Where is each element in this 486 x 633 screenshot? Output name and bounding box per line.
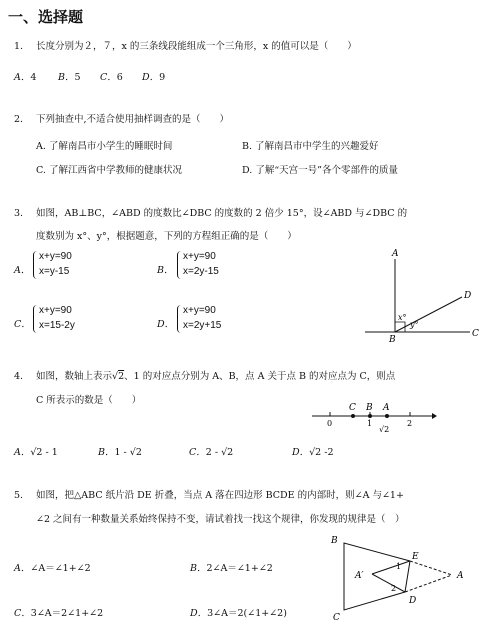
q3-number: 3. [14, 208, 24, 219]
q1-option-b[interactable]: B．5 [58, 72, 81, 83]
q1-option-a[interactable]: A．4 [14, 72, 37, 83]
sqrt-icon: √ [112, 371, 119, 382]
q4-number: 4. [14, 371, 24, 382]
q2-option-d[interactable]: D. 了解“天宫一号”各个零部件的质量 [242, 165, 399, 176]
fig4-tick-label-2: 2 [407, 419, 413, 428]
fig3-label-a: A [392, 249, 399, 259]
q2-option-c[interactable]: C. 了解江西省中学教师的健康状况 [36, 165, 182, 176]
segment-da2 [372, 574, 405, 592]
fig5-label-d: D [409, 596, 417, 606]
fig4-label-c: C [349, 403, 356, 413]
dashed-ea [410, 561, 452, 575]
q4-line1: 如图，数轴上表示√2、1 的对应点分别为 A、B，点 A 关于点 B 的对应点为 C，则点 [36, 371, 396, 382]
fig5-label-b: B [331, 536, 338, 546]
q2-text: 下列抽查中,不适合使用抽样调查的是（ ） [36, 114, 230, 125]
q3-option-a-system[interactable]: x+y=90 x=y-15 [33, 251, 93, 281]
q5-option-a[interactable]: A．∠A＝∠1+∠2 [14, 563, 91, 574]
q3-line2: 度数别为 x°、y°，根据题意，下列的方程组正确的是（ ） [36, 231, 297, 242]
q3-option-d-label[interactable]: D． [157, 319, 175, 330]
q1-option-d[interactable]: D．9 [142, 72, 166, 83]
q1-number: 1. [14, 41, 24, 52]
fig5-angle-2: 2 [391, 584, 397, 593]
q3-option-a-label[interactable]: A． [14, 265, 31, 276]
q2-option-a[interactable]: A. 了解南昌市小学生的睡眠时间 [36, 141, 173, 152]
fold-line-de [405, 561, 410, 592]
fig4-tick-label-1: 1 [367, 419, 373, 428]
q5-number: 5. [14, 490, 24, 501]
q1-text: 长度分别为２，７，x 的三条线段能组成一个三角形，x 的值可以是（ ） [36, 41, 357, 52]
fig5-angle-1: 1 [396, 562, 402, 571]
q3-line1: 如图，AB⊥BC，∠ABD 的度数比∠DBC 的度数的 2 倍少 15°，设∠ABD 与∠DBC 的 [36, 208, 408, 219]
q5-line2: ∠2 之间有一种数量关系始终保持不变，请试着找一找这个规律，你发现的规律是（ ） [36, 514, 405, 525]
q4-option-a[interactable]: A．√2 - 1 [14, 447, 58, 458]
fig3-label-d: D [464, 291, 472, 301]
fig4-label-a: A [383, 403, 390, 413]
fig3-label-x: x° [398, 313, 407, 322]
q3-option-c-label[interactable]: C． [14, 319, 31, 330]
q5-option-d[interactable]: D．3∠A＝2(∠1+∠2) [190, 608, 287, 619]
fig5-label-a: A [457, 571, 464, 581]
fig4-sqrt2-label: √2 [379, 425, 390, 434]
q3-option-c-system[interactable]: x+y=90 x=15-2y [33, 305, 103, 335]
fig4-tick-label-0: 0 [327, 419, 333, 428]
fig3-label-c: C [472, 329, 479, 339]
q2-option-b[interactable]: B. 了解南昌市中学生的兴趣爱好 [242, 141, 379, 152]
q5-line1: 如图，把△ABC 纸片沿 DE 折叠，当点 A 落在四边形 BCDE 的内部时，则∠A 与∠1+ [36, 490, 404, 501]
q2-number: 2. [14, 114, 24, 125]
segment-ea2 [372, 561, 410, 574]
q5-option-c[interactable]: C．3∠A＝2∠1+∠2 [14, 608, 104, 619]
q3-option-b-label[interactable]: B． [157, 265, 174, 276]
q1-option-c[interactable]: C．6 [100, 72, 123, 83]
q4-line2: C 所表示的数是（ ） [36, 395, 142, 406]
fig5-label-c: C [333, 613, 340, 623]
fig4-label-b: B [366, 403, 373, 413]
fig5-label-e: E [412, 552, 419, 562]
dashed-da [405, 575, 452, 592]
fig5-label-a-prime: A′ [355, 571, 364, 581]
q3-option-b-system[interactable]: x+y=90 x=2y-15 [177, 251, 247, 281]
fig3-label-y: y° [410, 320, 419, 329]
q4-option-b[interactable]: B．1 - √2 [98, 447, 142, 458]
q3-option-d-system[interactable]: x+y=90 x=2y+15 [177, 305, 247, 335]
fig3-label-b: B [389, 335, 396, 345]
section-title: 一、选择题 [8, 8, 84, 26]
q4-option-d[interactable]: D．√2 -2 [292, 447, 334, 458]
q4-option-c[interactable]: C．2 - √2 [189, 447, 234, 458]
q5-option-b[interactable]: B．2∠A＝∠1+∠2 [190, 563, 273, 574]
